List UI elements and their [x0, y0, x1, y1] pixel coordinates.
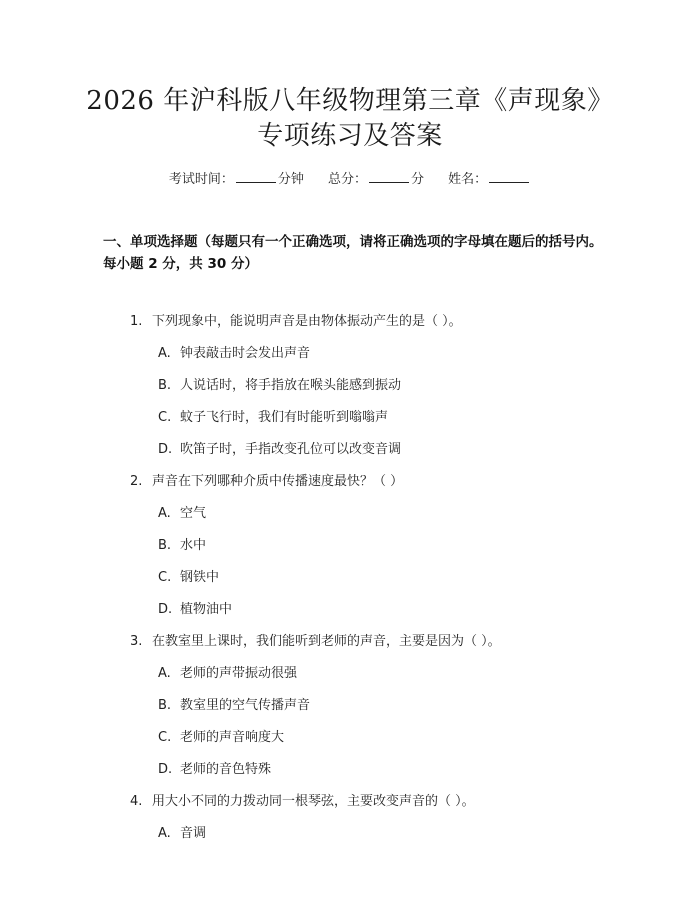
question-1-option-c	[158, 406, 388, 425]
exam-time-blank	[236, 171, 276, 183]
exam-time-unit: 分钟	[277, 172, 304, 187]
option-letter: A.	[158, 826, 171, 841]
name-blank	[489, 171, 529, 183]
option-letter: D.	[158, 762, 173, 777]
question-2-option-c	[158, 566, 219, 585]
option-text: 钟表敲击时会发出声音	[180, 346, 311, 361]
option-text: 水中	[180, 538, 207, 553]
question-1-option-d	[158, 438, 401, 457]
option-text: 人说话时，将手指放在喉头能感到振动	[180, 378, 402, 393]
question-1	[130, 310, 462, 329]
total-score-blank	[369, 171, 409, 183]
option-text: 钢铁中	[180, 570, 220, 585]
option-letter: B.	[158, 538, 172, 553]
option-text: 空气	[180, 506, 207, 521]
option-letter: C.	[158, 730, 172, 745]
total-score-unit: 分	[411, 172, 425, 187]
question-2-option-d	[158, 598, 232, 617]
question-2-option-b	[158, 534, 206, 553]
question-2-option-a	[158, 502, 206, 521]
total-score-label: 总分：	[327, 172, 367, 187]
option-text: 教室里的空气传播声音	[180, 698, 311, 713]
name-label: 姓名：	[448, 172, 488, 187]
document-title-line2: 专项练习及答案	[257, 121, 443, 151]
question-3-option-d	[158, 758, 271, 777]
question-2	[130, 470, 403, 489]
question-3	[130, 630, 501, 649]
exam-time-field	[169, 172, 304, 187]
option-letter: C.	[158, 570, 172, 585]
section-heading: 一、单项选择题（每题只有一个正确选项，请将正确选项的字母填在题后的括号内。每小题 2 分，共 30 分）	[103, 234, 603, 272]
question-3-option-c	[158, 726, 284, 745]
exam-info	[0, 168, 700, 187]
option-text: 蚊子飞行时，我们有时能听到嗡嗡声	[180, 410, 389, 425]
question-1-option-b	[158, 374, 401, 393]
option-text: 老师的声音响度大	[180, 730, 285, 745]
option-text: 音调	[180, 826, 207, 841]
question-number: 1.	[130, 314, 143, 329]
option-letter: A.	[158, 666, 171, 681]
name-field	[448, 172, 531, 187]
question-text: 下列现象中，能说明声音是由物体振动产生的是（ ）。	[152, 314, 462, 329]
question-number: 3.	[130, 634, 143, 649]
question-text: 在教室里上课时，我们能听到老师的声音，主要是因为（ ）。	[152, 634, 501, 649]
option-letter: A.	[158, 506, 171, 521]
question-number: 2.	[130, 474, 143, 489]
option-text: 吹笛子时，手指改变孔位可以改变音调	[180, 442, 402, 457]
option-letter: D.	[158, 442, 173, 457]
question-3-option-a	[158, 662, 297, 681]
option-letter: C.	[158, 410, 172, 425]
question-number: 4.	[130, 794, 143, 809]
option-text: 植物油中	[180, 602, 233, 617]
question-3-option-b	[158, 694, 310, 713]
document-title-line1: 2026 年沪科版八年级物理第三章《声现象》	[86, 86, 614, 116]
option-letter: B.	[158, 378, 172, 393]
question-4-option-a	[158, 822, 206, 841]
question-4	[130, 790, 475, 809]
question-text: 声音在下列哪种介质中传播速度最快？（ ）	[152, 474, 404, 489]
option-letter: A.	[158, 346, 171, 361]
option-text: 老师的音色特殊	[180, 762, 272, 777]
question-text: 用大小不同的力拨动同一根琴弦，主要改变声音的（ ）。	[152, 794, 475, 809]
option-text: 老师的声带振动很强	[180, 666, 298, 681]
question-1-option-a	[158, 342, 310, 361]
total-score-field	[328, 172, 424, 187]
option-letter: D.	[158, 602, 173, 617]
option-letter: B.	[158, 698, 172, 713]
exam-time-label: 考试时间：	[168, 172, 234, 187]
